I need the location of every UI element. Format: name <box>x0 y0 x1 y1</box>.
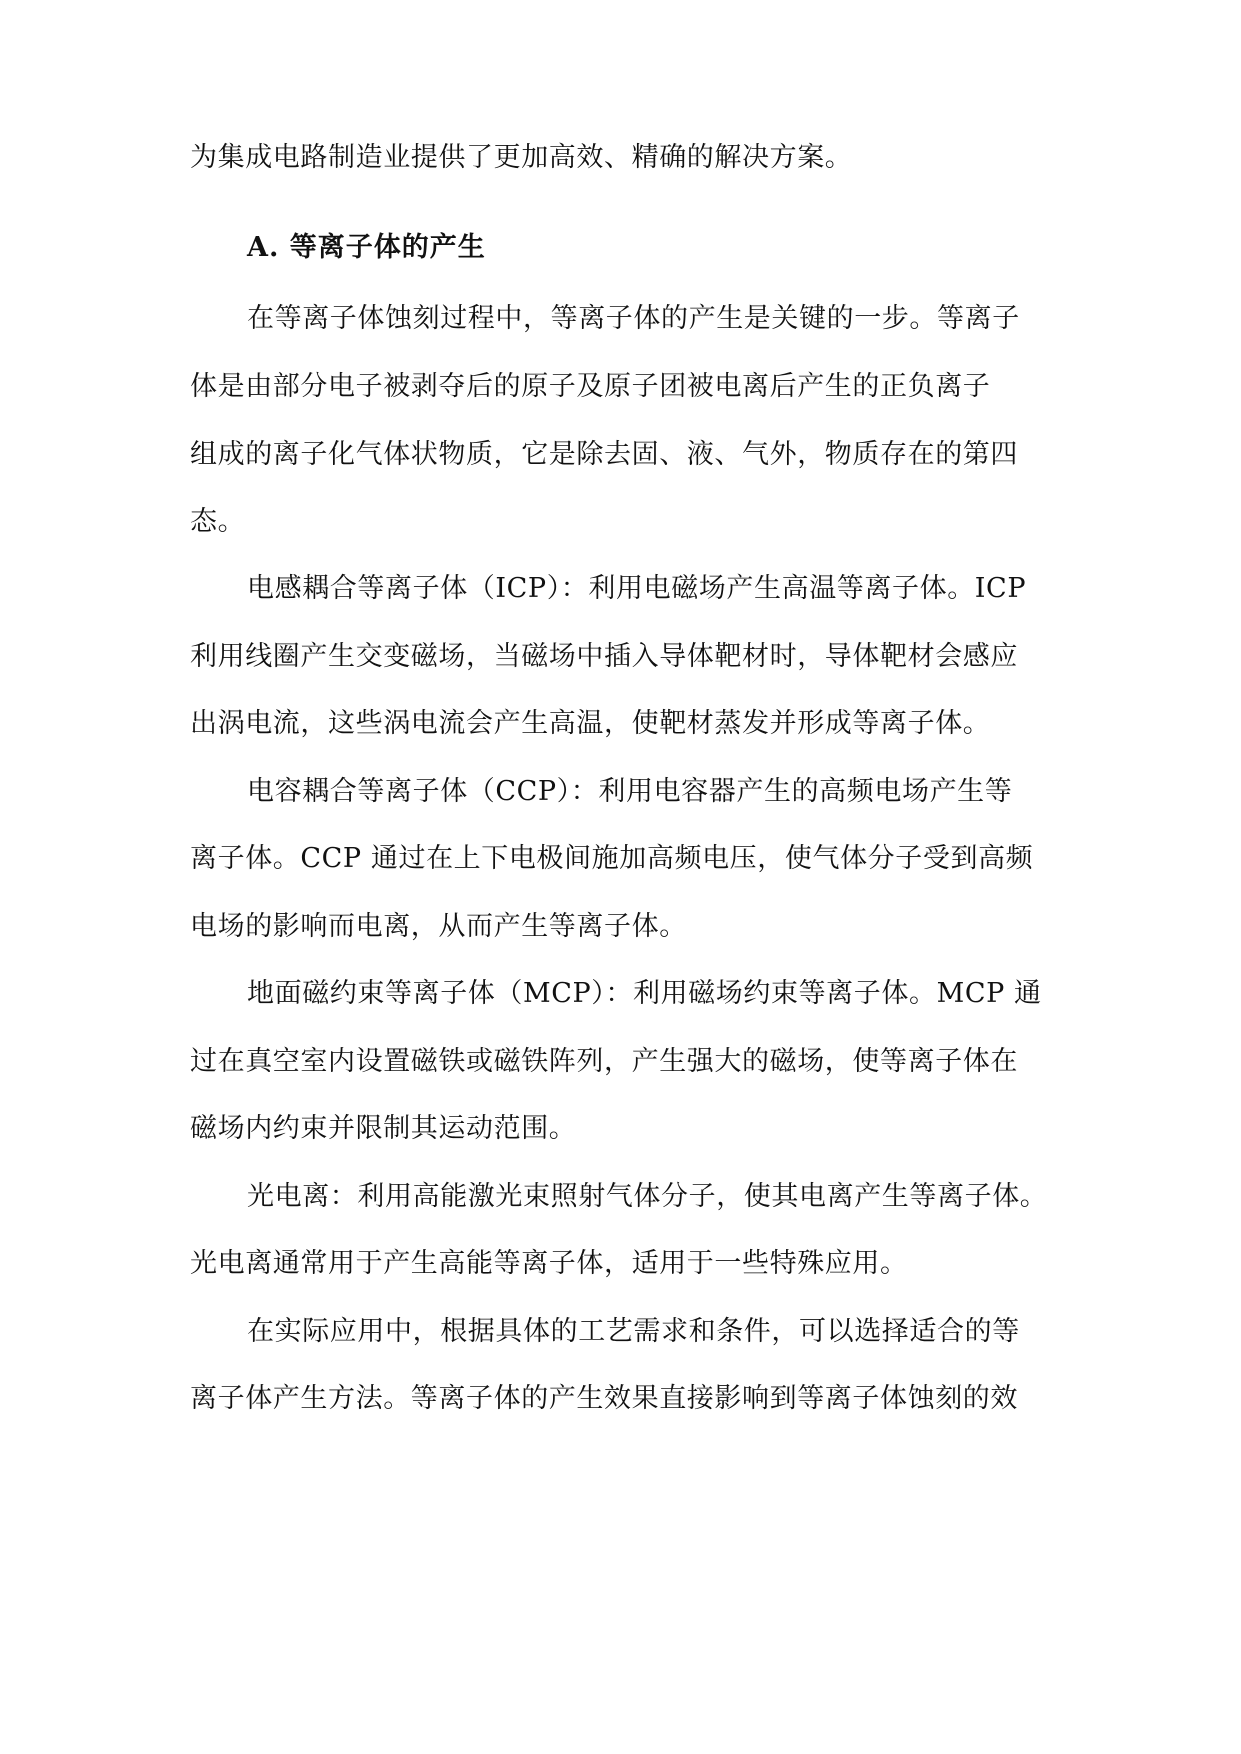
paragraph-line: 电场的影响而电离，从而产生等离子体。 <box>190 911 687 942</box>
paragraph-line: 离子体产生方法。等离子体的产生效果直接影响到等离子体蚀刻的效 <box>190 1383 1018 1414</box>
paragraph-line: 出涡电流，这些涡电流会产生高温，使靶材蒸发并形成等离子体。 <box>190 708 991 739</box>
section-heading: A. 等离子体的产生 <box>247 232 486 263</box>
paragraph-line: 离子体。CCP 通过在上下电极间施加高频电压，使气体分子受到高频 <box>190 843 1034 874</box>
paragraph-line: 态。 <box>190 506 246 537</box>
paragraph-line: 光电离通常用于产生高能等离子体，适用于一些特殊应用。 <box>190 1248 908 1279</box>
text-line: 为集成电路制造业提供了更加高效、精确的解决方案。 <box>190 142 853 173</box>
paragraph-line: 电容耦合等离子体（CCP）：利用电容器产生的高频电场产生等 <box>247 776 1013 807</box>
paragraph-line: 在实际应用中，根据具体的工艺需求和条件，可以选择适合的等 <box>247 1316 1020 1347</box>
paragraph-line: 组成的离子化气体状物质，它是除去固、液、气外，物质存在的第四 <box>190 439 1018 470</box>
paragraph-line: 过在真空室内设置磁铁或磁铁阵列，产生强大的磁场，使等离子体在 <box>190 1046 1018 1077</box>
paragraph-line: 磁场内约束并限制其运动范围。 <box>190 1113 577 1144</box>
paragraph-line: 电感耦合等离子体（ICP）：利用电磁场产生高温等离子体。ICP <box>247 573 1027 604</box>
paragraph-line: 在等离子体蚀刻过程中，等离子体的产生是关键的一步。等离子 <box>247 303 1020 334</box>
paragraph-line: 体是由部分电子被剥夺后的原子及原子团被电离后产生的正负离子 <box>190 371 991 402</box>
paragraph-line: 利用线圈产生交变磁场，当磁场中插入导体靶材时，导体靶材会感应 <box>190 641 1018 672</box>
paragraph-line: 地面磁约束等离子体（MCP）：利用磁场约束等离子体。MCP 通 <box>247 978 1042 1009</box>
paragraph-line: 光电离：利用高能激光束照射气体分子，使其电离产生等离子体。 <box>247 1181 1048 1212</box>
